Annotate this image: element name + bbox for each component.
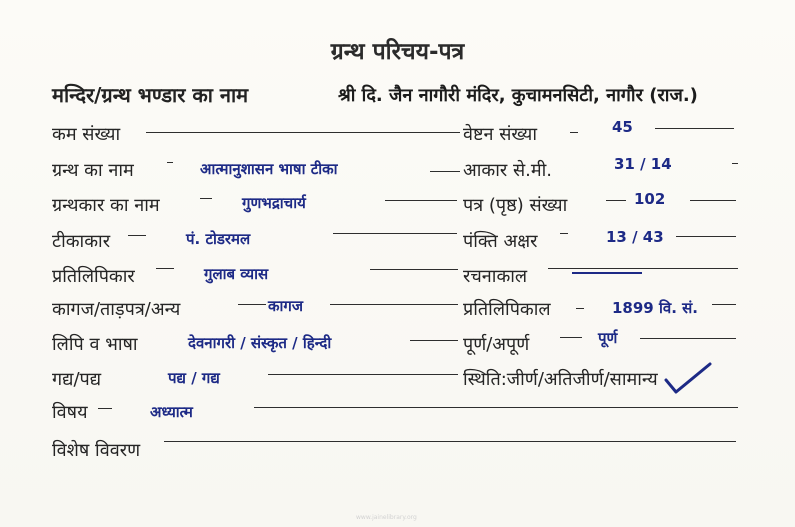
copy-date-line-b: [712, 304, 736, 305]
prose-verse-line: [268, 374, 458, 375]
commentator-line-b: [333, 233, 457, 234]
card-title: ग्रन्थ परिचय-पत्र: [330, 39, 465, 65]
script-language-value: देवनागरी / संस्कृत / हिन्दी: [188, 334, 332, 352]
copy-date-line-a: [576, 308, 584, 309]
prose-verse-label: गद्य/पद्य: [52, 369, 102, 390]
material-line-a: [238, 304, 266, 305]
copy-date-label: प्रतिलिपिकाल: [463, 299, 551, 320]
text-name-value: आत्मानुशासन भाषा टीका: [200, 160, 338, 178]
subject-line-a: [98, 408, 112, 409]
special-details-label: विशेष विवरण: [52, 440, 141, 461]
library-name-value: श्री दि. जैन नागौरी मंदिर, कुचामनसिटी, नागौर (राज.): [338, 85, 698, 106]
text-name-label: ग्रन्थ का नाम: [52, 160, 134, 181]
author-line-b: [385, 200, 457, 201]
composition-period-ink-mark: [572, 272, 642, 274]
text-name-line-a: [167, 162, 173, 163]
serial-number-label: कम संख्या: [52, 124, 121, 145]
complete-incomplete-label: पूर्ण/अपूर्ण: [463, 334, 530, 355]
serial-number-line: [146, 132, 460, 133]
commentator-label: टीकाकार: [52, 231, 111, 252]
wrapper-number-label: वेष्टन संख्या: [463, 124, 538, 145]
copyist-line-b: [370, 269, 458, 270]
text-name-line-b: [430, 171, 460, 172]
material-value: कागज: [268, 297, 303, 315]
material-line-b: [330, 304, 458, 305]
page-count-label: पत्र (पृष्ठ) संख्या: [463, 195, 568, 216]
wrapper-number-line-b: [655, 128, 734, 129]
commentator-line-a: [128, 235, 146, 236]
condition-label: स्थिति:जीर्ण/अतिजीर्ण/सामान्य: [463, 369, 658, 390]
page-count-line-b: [690, 200, 736, 201]
lines-letters-value: 13 / 43: [606, 228, 664, 246]
wrapper-number-value: 45: [612, 118, 633, 136]
author-value: गुणभद्राचार्य: [242, 194, 306, 212]
subject-label: विषय: [52, 402, 88, 423]
lines-letters-line-b: [676, 236, 736, 237]
composition-period-line: [548, 268, 738, 269]
lines-letters-line-a: [560, 233, 568, 234]
size-cm-line: [732, 163, 738, 164]
checkmark-icon: [664, 360, 714, 400]
copyist-line-a: [156, 268, 174, 269]
watermark: www.jainelibrary.org: [356, 514, 417, 521]
complete-incomplete-line-a: [560, 337, 582, 338]
subject-value: अध्यात्म: [150, 403, 193, 421]
page-count-value: 102: [634, 190, 666, 208]
script-language-line: [410, 340, 458, 341]
special-details-line: [164, 441, 736, 442]
complete-incomplete-line-b: [640, 338, 736, 339]
subject-line-b: [254, 407, 738, 408]
size-cm-label: आकार से.मी.: [463, 160, 553, 181]
wrapper-number-line-a: [570, 132, 578, 133]
copyist-label: प्रतिलिपिकार: [52, 266, 135, 287]
lines-letters-label: पंक्ति अक्षर: [463, 231, 538, 252]
page-count-line-a: [606, 200, 626, 201]
complete-incomplete-value: पूर्ण: [598, 329, 618, 347]
author-line-a: [200, 198, 212, 199]
prose-verse-value: पद्य / गद्य: [168, 369, 220, 387]
commentator-value: पं. टोडरमल: [186, 230, 251, 248]
material-label: कागज/ताड़पत्र/अन्य: [52, 299, 181, 320]
script-language-label: लिपि व भाषा: [52, 334, 138, 355]
size-cm-value: 31 / 14: [614, 155, 672, 173]
library-name-label: मन्दिर/ग्रन्थ भण्डार का नाम: [52, 83, 249, 107]
composition-period-label: रचनाकाल: [463, 266, 528, 287]
copyist-value: गुलाब व्यास: [204, 265, 269, 283]
author-label: ग्रन्थकार का नाम: [52, 195, 160, 216]
copy-date-value: 1899 वि. सं.: [612, 299, 698, 317]
